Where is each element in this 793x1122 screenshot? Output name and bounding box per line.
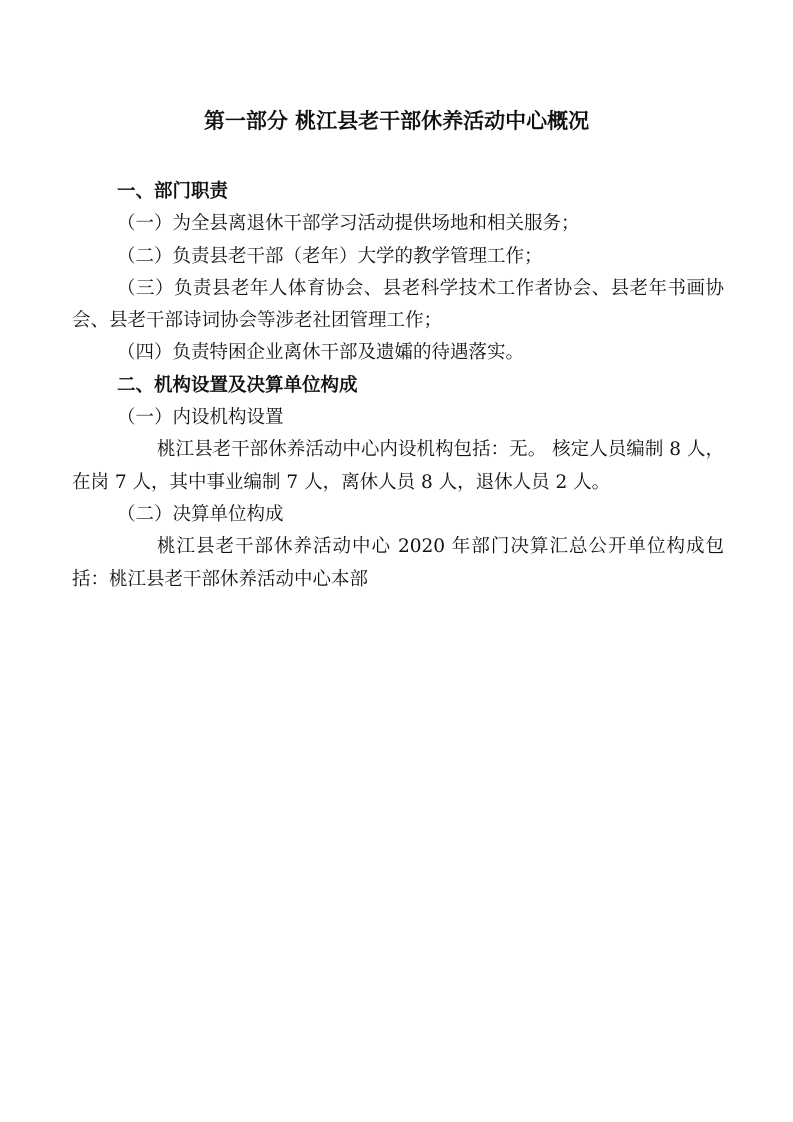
duty-item-3: （三）负责县老年人体育协会、县老科学技术工作者协会、县老年书画协会、县老干部诗词协会等涉老社团管理工作； bbox=[72, 277, 724, 332]
duty-item-1: （一）为全县离退休干部学习活动提供场地和相关服务； bbox=[117, 213, 580, 235]
internal-structure-paragraph: 桃江县老干部休养活动中心内设机构包括：无。 核定人员编制 8 人，在岗 7 人，其中事业编制 7 人，离休人员 8 人，退休人员 2 人。 bbox=[72, 439, 724, 493]
duty-item-2: （二）负责县老干部（老年）大学的教学管理工作； bbox=[117, 245, 543, 267]
section-heading-structure: 二、机构设置及决算单位构成 bbox=[117, 374, 358, 396]
document-body bbox=[72, 176, 724, 596]
duty-item-4: （四）负责特困企业离休干部及遗孀的待遇落实。 bbox=[117, 342, 525, 364]
subsection-heading-units: （二）决算单位构成 bbox=[117, 503, 284, 525]
subsection-heading-internal: （一）内设机构设置 bbox=[117, 407, 284, 429]
units-composition-paragraph: 桃江县老干部休养活动中心 2020 年部门决算汇总公开单位构成包括：桃江县老干部休养活动中心本部 bbox=[72, 536, 724, 590]
page-title: 第一部分 桃江县老干部休养活动中心概况 bbox=[203, 109, 590, 133]
section-heading-duties: 一、部门职责 bbox=[117, 181, 229, 202]
